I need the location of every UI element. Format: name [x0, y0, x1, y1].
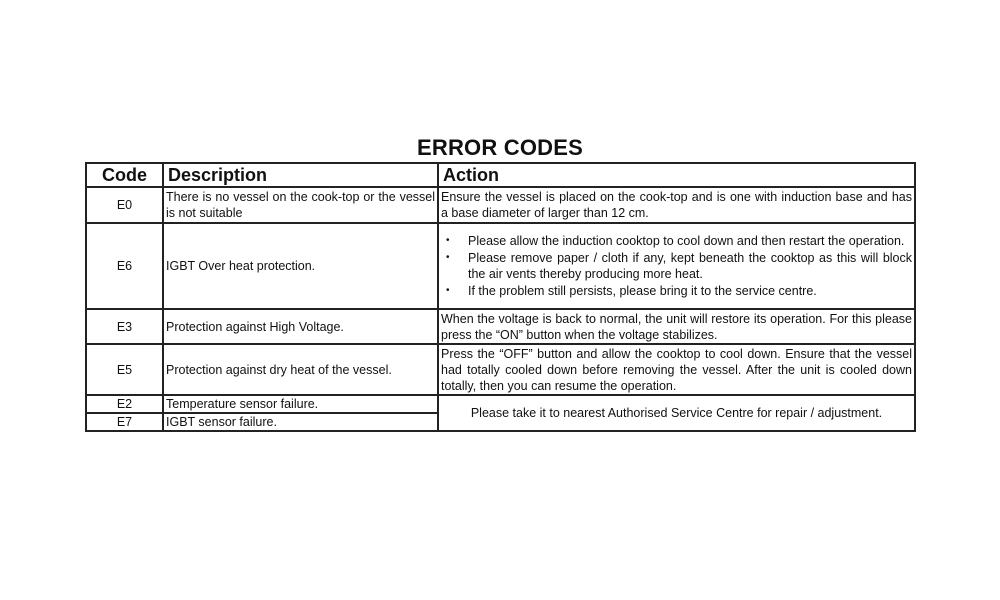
error-action: When the voltage is back to normal, the unit will restore its operation. For this please press the “ON” button when the voltage stabilizes.	[438, 309, 915, 344]
error-code: E7	[86, 413, 163, 431]
error-description: Protection against dry heat of the vessel.	[163, 344, 438, 395]
header-code: Code	[86, 163, 163, 187]
action-bullet-list	[441, 233, 912, 299]
table-row	[86, 223, 915, 309]
error-codes-table	[85, 162, 916, 432]
action-bullet: • If the problem still persists, please bring it to the service centre.	[441, 283, 912, 299]
error-description: IGBT sensor failure.	[163, 413, 438, 431]
error-action	[438, 223, 915, 309]
action-bullet: • Please allow the induction cooktop to cool down and then restart the operation.	[441, 233, 912, 249]
error-code: E6	[86, 223, 163, 309]
header-action: Action	[438, 163, 915, 187]
error-description: Protection against High Voltage.	[163, 309, 438, 344]
error-description: IGBT Over heat protection.	[163, 223, 438, 309]
table-row	[86, 187, 915, 223]
table-row	[86, 395, 915, 413]
error-code: E2	[86, 395, 163, 413]
error-action: Please take it to nearest Authorised Service Centre for repair / adjustment.	[438, 395, 915, 431]
error-code: E0	[86, 187, 163, 223]
table-header-row	[86, 163, 915, 187]
error-description: Temperature sensor failure.	[163, 395, 438, 413]
page-title: ERROR CODES	[417, 135, 583, 160]
error-code: E5	[86, 344, 163, 395]
error-action: Press the “OFF” button and allow the cooktop to cool down. Ensure that the vessel had totally cooled down before removing the vessel. After the unit is cooled down totally, then you can resume the operation.	[438, 344, 915, 395]
error-code: E3	[86, 309, 163, 344]
error-action: Ensure the vessel is placed on the cook-top and is one with induction base and has a base diameter of larger than 12 cm.	[438, 187, 915, 223]
table-row	[86, 344, 915, 395]
action-bullet: • Please remove paper / cloth if any, kept beneath the cooktop as this will block the air vents thereby producing more heat.	[441, 250, 912, 282]
table-row	[86, 309, 915, 344]
header-description: Description	[163, 163, 438, 187]
error-description: There is no vessel on the cook-top or the vessel is not suitable	[163, 187, 438, 223]
